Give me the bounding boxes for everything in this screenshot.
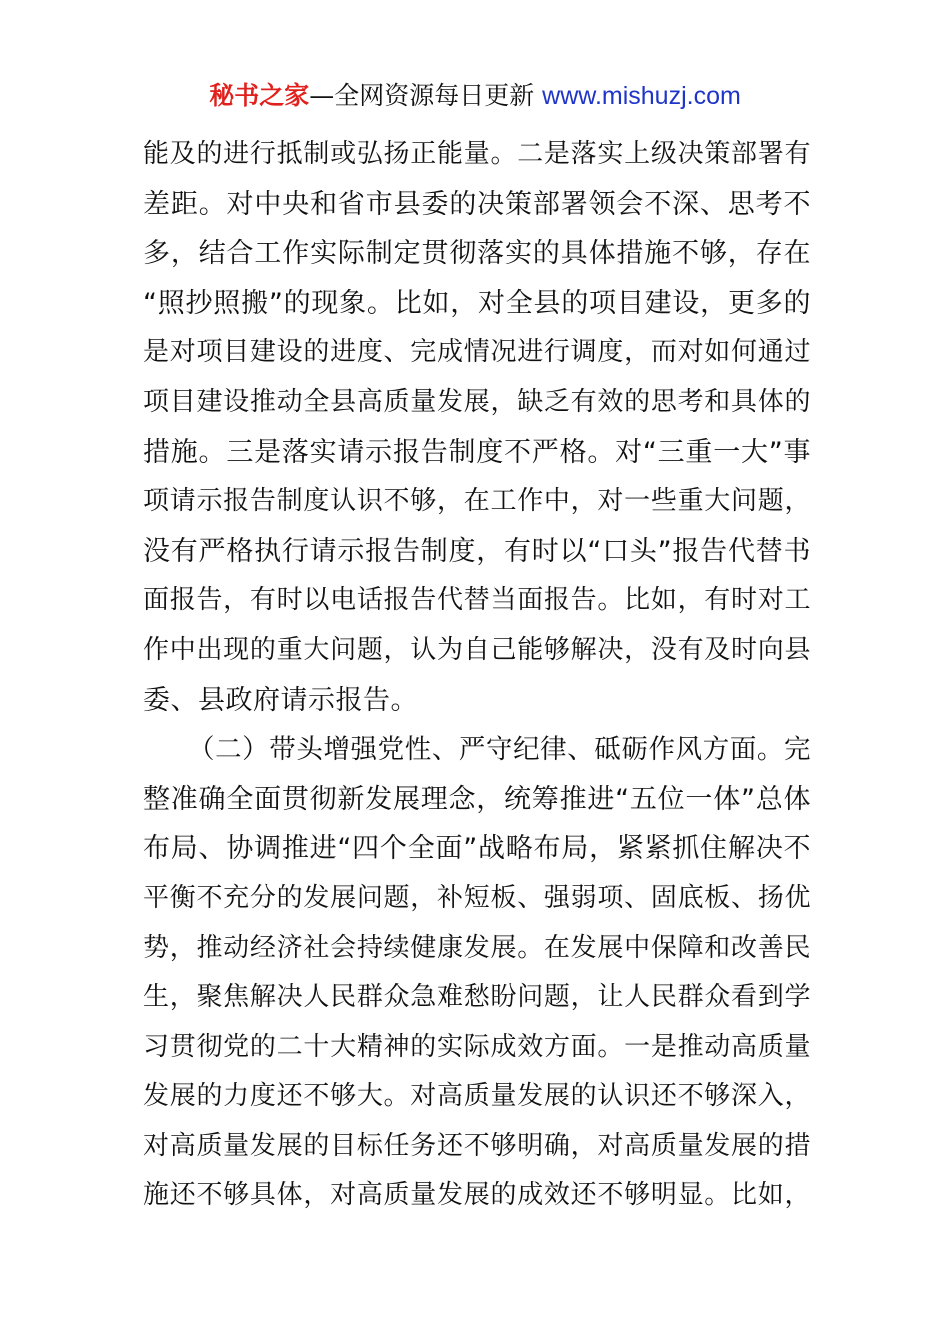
text-line: 项请示报告制度认识不够，在工作中，对一些重大问题， [143,486,811,517]
text-line: 势，推动经济社会持续健康发展。在发展中保障和改善民 [143,932,811,963]
text-line: 发展的力度还不够大。对高质量发展的认识还不够深入， [143,1081,811,1112]
document-body [143,130,811,1221]
site-url-link[interactable]: www.mishuzj.com [542,82,741,110]
text-line: 没有严格执行请示报告制度，有时以“口头”报告代替书 [143,535,811,567]
text-line: 施还不够具体，对高质量发展的成效还不够明显。比如， [143,1180,811,1211]
site-header [0,78,950,114]
text-line: 项目建设推动全县高质量发展，缺乏有效的思考和具体的 [143,386,811,417]
text-line: 对高质量发展的目标任务还不够明确，对高质量发展的措 [143,1130,811,1161]
site-tagline: —全网资源每日更新 [309,81,543,110]
text-line: 能及的进行抵制或弘扬正能量。二是落实上级决策部署有 [143,139,811,169]
text-line: 多，结合工作实际制定贯彻落实的具体措施不够，存在 [143,238,811,270]
section-heading-line: （二）带头增强党性、严守纪律、砥砺作风方面。完 [188,734,811,766]
paragraph-end-line: 委、县政府请示报告。 [143,684,418,716]
text-line: 措施。三是落实请示报告制度不严格。对“三重一大”事 [143,436,811,468]
text-line: “照抄照搬”的现象。比如，对全县的项目建设，更多的 [143,287,811,319]
text-line: 是对项目建设的进度、完成情况进行调度，而对如何通过 [143,337,811,368]
text-line: 布局、协调推进“四个全面”战略布局，紧紧抓住解决不 [143,833,811,865]
text-line: 习贯彻党的二十大精神的实际成效方面。一是推动高质量 [143,1031,811,1062]
text-line: 生，聚焦解决人民群众急难愁盼问题，让人民群众看到学 [143,982,811,1013]
text-line: 差距。对中央和省市县委的决策部署领会不深、思考不 [143,188,811,220]
text-line: 面报告，有时以电话报告代替当面报告。比如，有时对工 [143,585,811,616]
text-line: 作中出现的重大问题，认为自己能够解决，没有及时向县 [143,634,811,665]
text-line: 平衡不充分的发展问题，补短板、强弱项、固底板、扬优 [143,882,811,913]
site-brand: 秘书之家 [209,81,310,110]
text-line: 整准确全面贯彻新发展理念，统筹推进“五位一体”总体 [143,783,811,815]
